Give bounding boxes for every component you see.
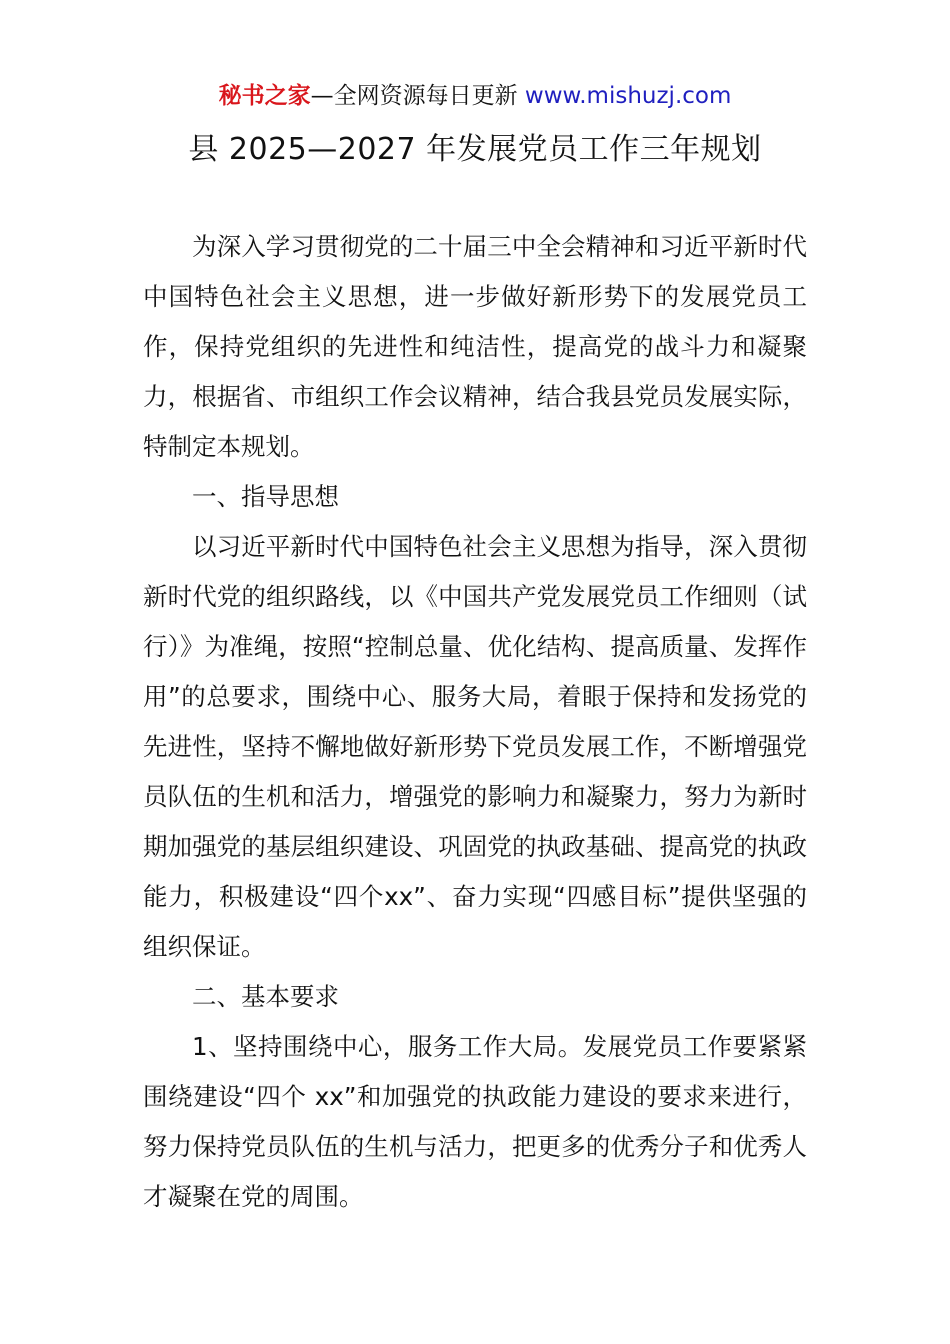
- section-heading-basic-requirements: 二、基本要求: [192, 982, 339, 1011]
- document-body: [143, 222, 807, 1222]
- requirement-1-paragraph: 1、坚持围绕中心，服务工作大局。发展党员工作要紧紧围绕建设“四个 xx”和加强党的执政能力建设的要求来进行，努力保持党员队伍的生机与活力，把更多的优秀分子和优秀人才凝聚在党的周围。: [143, 1032, 807, 1211]
- section-heading-guiding-ideology: 一、指导思想: [192, 482, 339, 511]
- site-brand: 秘书之家: [218, 83, 311, 109]
- site-tagline: —全网资源每日更新: [310, 83, 525, 109]
- intro-paragraph: 为深入学习贯彻党的二十届三中全会精神和习近平新时代中国特色社会主义思想，进一步做好新形势下的发展党员工作，保持党组织的先进性和纯洁性，提高党的战斗力和凝聚力，根据省、市组织工作会议精神，结合我县党员发展实际，特制定本规划。: [143, 232, 807, 461]
- site-url-link[interactable]: www.mishuzj.com: [524, 83, 732, 109]
- site-header: [0, 80, 950, 112]
- document-title: 县 2025—2027 年发展党员工作三年规划: [188, 132, 762, 167]
- guiding-ideology-paragraph: 以习近平新时代中国特色社会主义思想为指导，深入贯彻新时代党的组织路线，以《中国共产党发展党员工作细则（试行）》为准绳，按照“控制总量、优化结构、提高质量、发挥作用”的总要求，围绕中心、服务大局，着眼于保持和发扬党的先进性，坚持不懈地做好新形势下党员发展工作，不断增强党员队伍的生机和活力，增强党的影响力和凝聚力，努力为新时期加强党的基层组织建设、巩固党的执政基础、提高党的执政能力，积极建设“四个xx”、奋力实现“四感目标”提供坚强的组织保证。: [143, 532, 807, 961]
